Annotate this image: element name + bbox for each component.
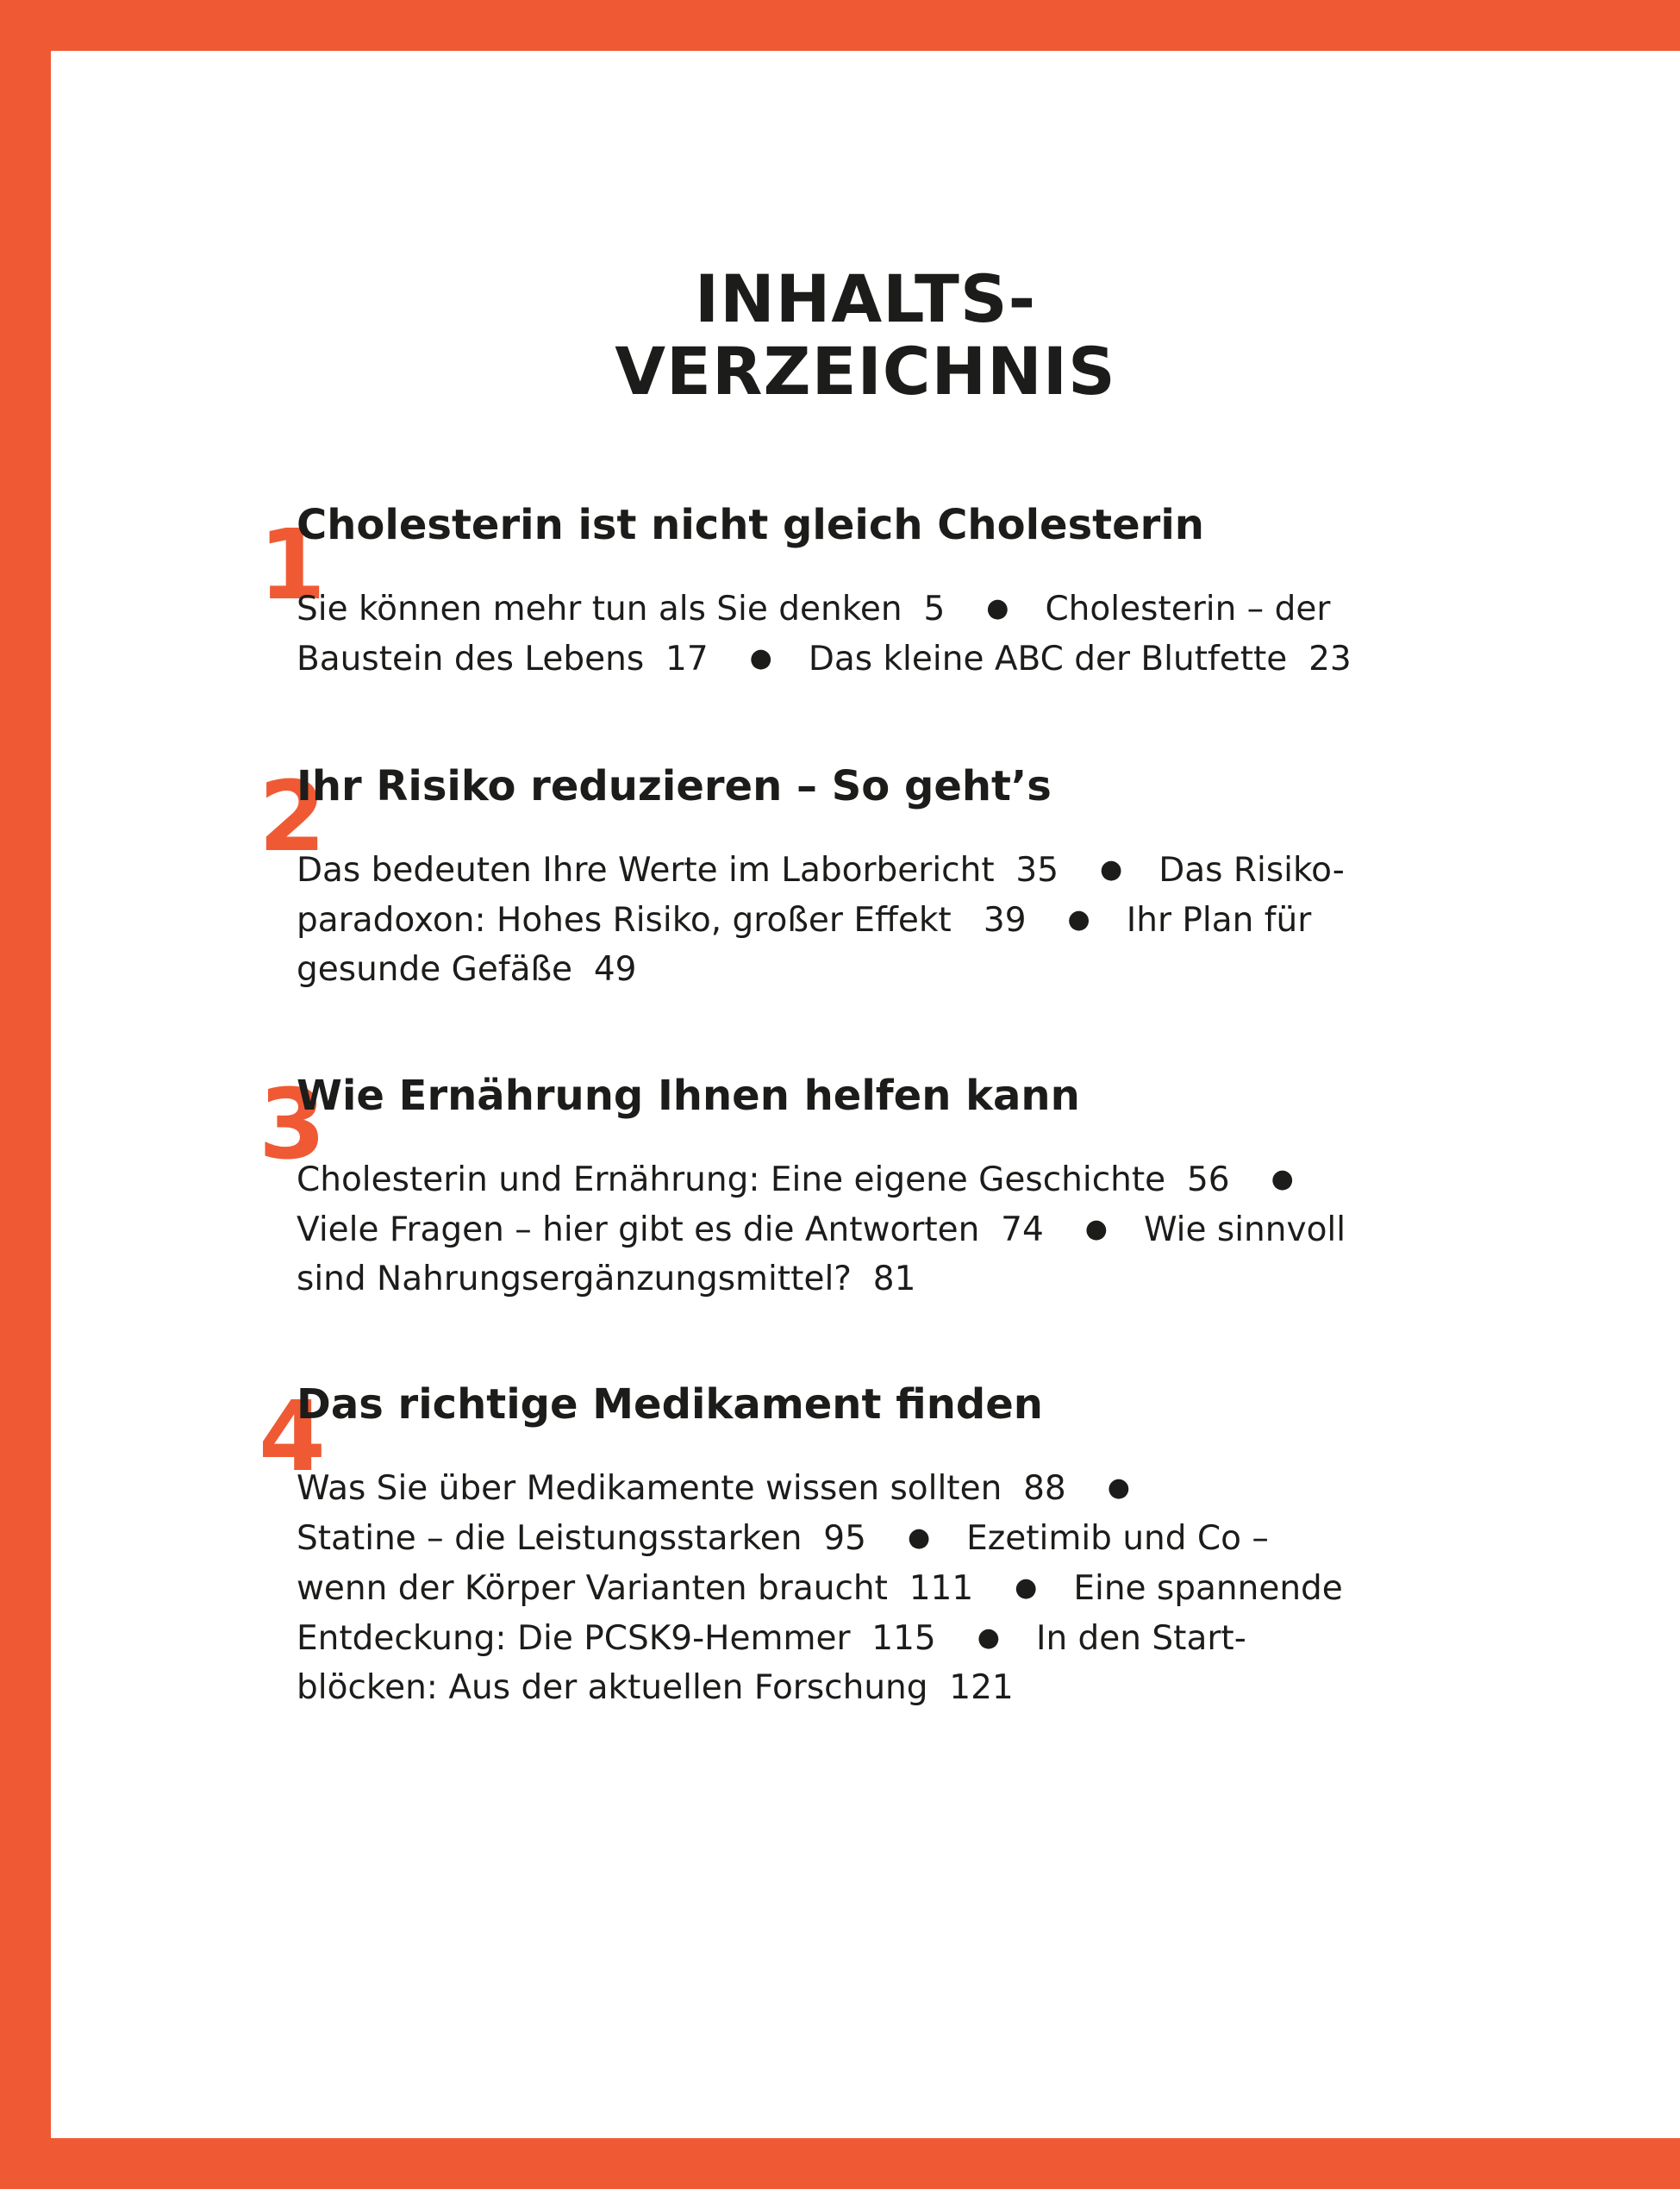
chapter-title[interactable]: Wie Ernährung Ihnen helfen kann — [297, 1072, 1080, 1120]
bullet-separator: ● — [1107, 1473, 1130, 1503]
toc-entry-link[interactable]: wenn der Körper Varianten braucht 111 — [297, 1569, 974, 1608]
bullet-separator: ● — [1100, 854, 1123, 885]
bullet-separator: ● — [1084, 1214, 1108, 1244]
bullet-separator: ● — [986, 593, 1009, 623]
entry-line — [297, 1204, 1346, 1254]
toc-entry-link[interactable]: Cholesterin – der — [1045, 590, 1331, 629]
entry-line — [297, 1563, 1343, 1613]
bullet-separator: ● — [1015, 1573, 1038, 1603]
toc-entry-link[interactable]: sind Nahrungsergänzungsmittel? 81 — [297, 1260, 916, 1298]
entry-line — [297, 1154, 1346, 1204]
toc-entry-link[interactable]: Statine – die Leistungsstarken 95 — [297, 1519, 866, 1558]
entry-line — [297, 1513, 1343, 1563]
entry-line — [297, 1613, 1343, 1663]
title-line-1: INHALTS- — [694, 260, 1037, 337]
toc-entry-link[interactable]: Das bedeuten Ihre Werte im Laborbericht 35 — [297, 851, 1059, 890]
toc-entry-link[interactable]: paradoxon: Hohes Risiko, großer Effekt 39 — [297, 901, 1027, 940]
toc-entry-link[interactable]: Das Risiko- — [1159, 851, 1345, 890]
chapter-number: 4 — [259, 1381, 326, 1493]
chapter-number: 1 — [259, 510, 326, 622]
toc-entry-link[interactable]: Sie können mehr tun als Sie denken 5 — [297, 590, 946, 629]
page-title — [51, 260, 1680, 410]
bullet-separator: ● — [1067, 904, 1090, 935]
toc-entry-link[interactable]: Das kleine ABC der Blutfette 23 — [808, 640, 1352, 679]
entry-line — [297, 584, 1352, 634]
toc-entry-link[interactable]: Baustein des Lebens 17 — [297, 640, 709, 679]
chapter-title[interactable]: Das richtige Medikament finden — [297, 1380, 1043, 1429]
entry-line — [297, 895, 1345, 945]
chapter-entries — [297, 1463, 1343, 1712]
chapter-entries — [297, 1154, 1346, 1304]
bullet-separator: ● — [1271, 1164, 1294, 1194]
bullet-separator: ● — [907, 1523, 931, 1553]
entry-line — [297, 634, 1352, 684]
entry-line — [297, 1463, 1343, 1513]
toc-entry-link[interactable]: Viele Fragen – hier gibt es die Antworten 74 — [297, 1210, 1044, 1249]
bullet-separator: ● — [977, 1623, 1000, 1653]
toc-entry-link[interactable]: Was Sie über Medikamente wissen sollten 88 — [297, 1469, 1066, 1508]
title-line-2: VERZEICHNIS — [615, 332, 1116, 410]
chapter-title[interactable]: Cholesterin ist nicht gleich Cholesterin — [297, 501, 1204, 549]
entry-line — [297, 1254, 1346, 1304]
chapter-title[interactable]: Ihr Risiko reduzieren – So geht’s — [297, 762, 1052, 810]
chapter-entries — [297, 845, 1345, 994]
bullet-separator: ● — [749, 643, 772, 673]
toc-entry-link[interactable]: In den Start- — [1035, 1619, 1246, 1658]
toc-entry-link[interactable]: gesunde Gefäße 49 — [297, 950, 637, 989]
entry-line — [297, 845, 1345, 895]
chapter-number: 3 — [259, 1069, 326, 1181]
chapter-entries — [297, 584, 1352, 684]
entry-line — [297, 945, 1345, 994]
toc-entry-link[interactable]: Wie sinnvoll — [1143, 1210, 1346, 1249]
toc-entry-link[interactable]: Ezetimib und Co – — [966, 1519, 1269, 1558]
entry-line — [297, 1663, 1343, 1712]
toc-entry-link[interactable]: Cholesterin und Ernährung: Eine eigene Geschichte 56 — [297, 1160, 1230, 1199]
page — [51, 51, 1680, 2138]
toc-entry-link[interactable]: Entdeckung: Die PCSK9-Hemmer 115 — [297, 1619, 936, 1658]
chapter-number: 2 — [259, 761, 326, 873]
toc-entry-link[interactable]: Eine spannende — [1073, 1569, 1343, 1608]
toc-entry-link[interactable]: blöcken: Aus der aktuellen Forschung 121 — [297, 1668, 1014, 1707]
toc-entry-link[interactable]: Ihr Plan für — [1126, 901, 1312, 940]
